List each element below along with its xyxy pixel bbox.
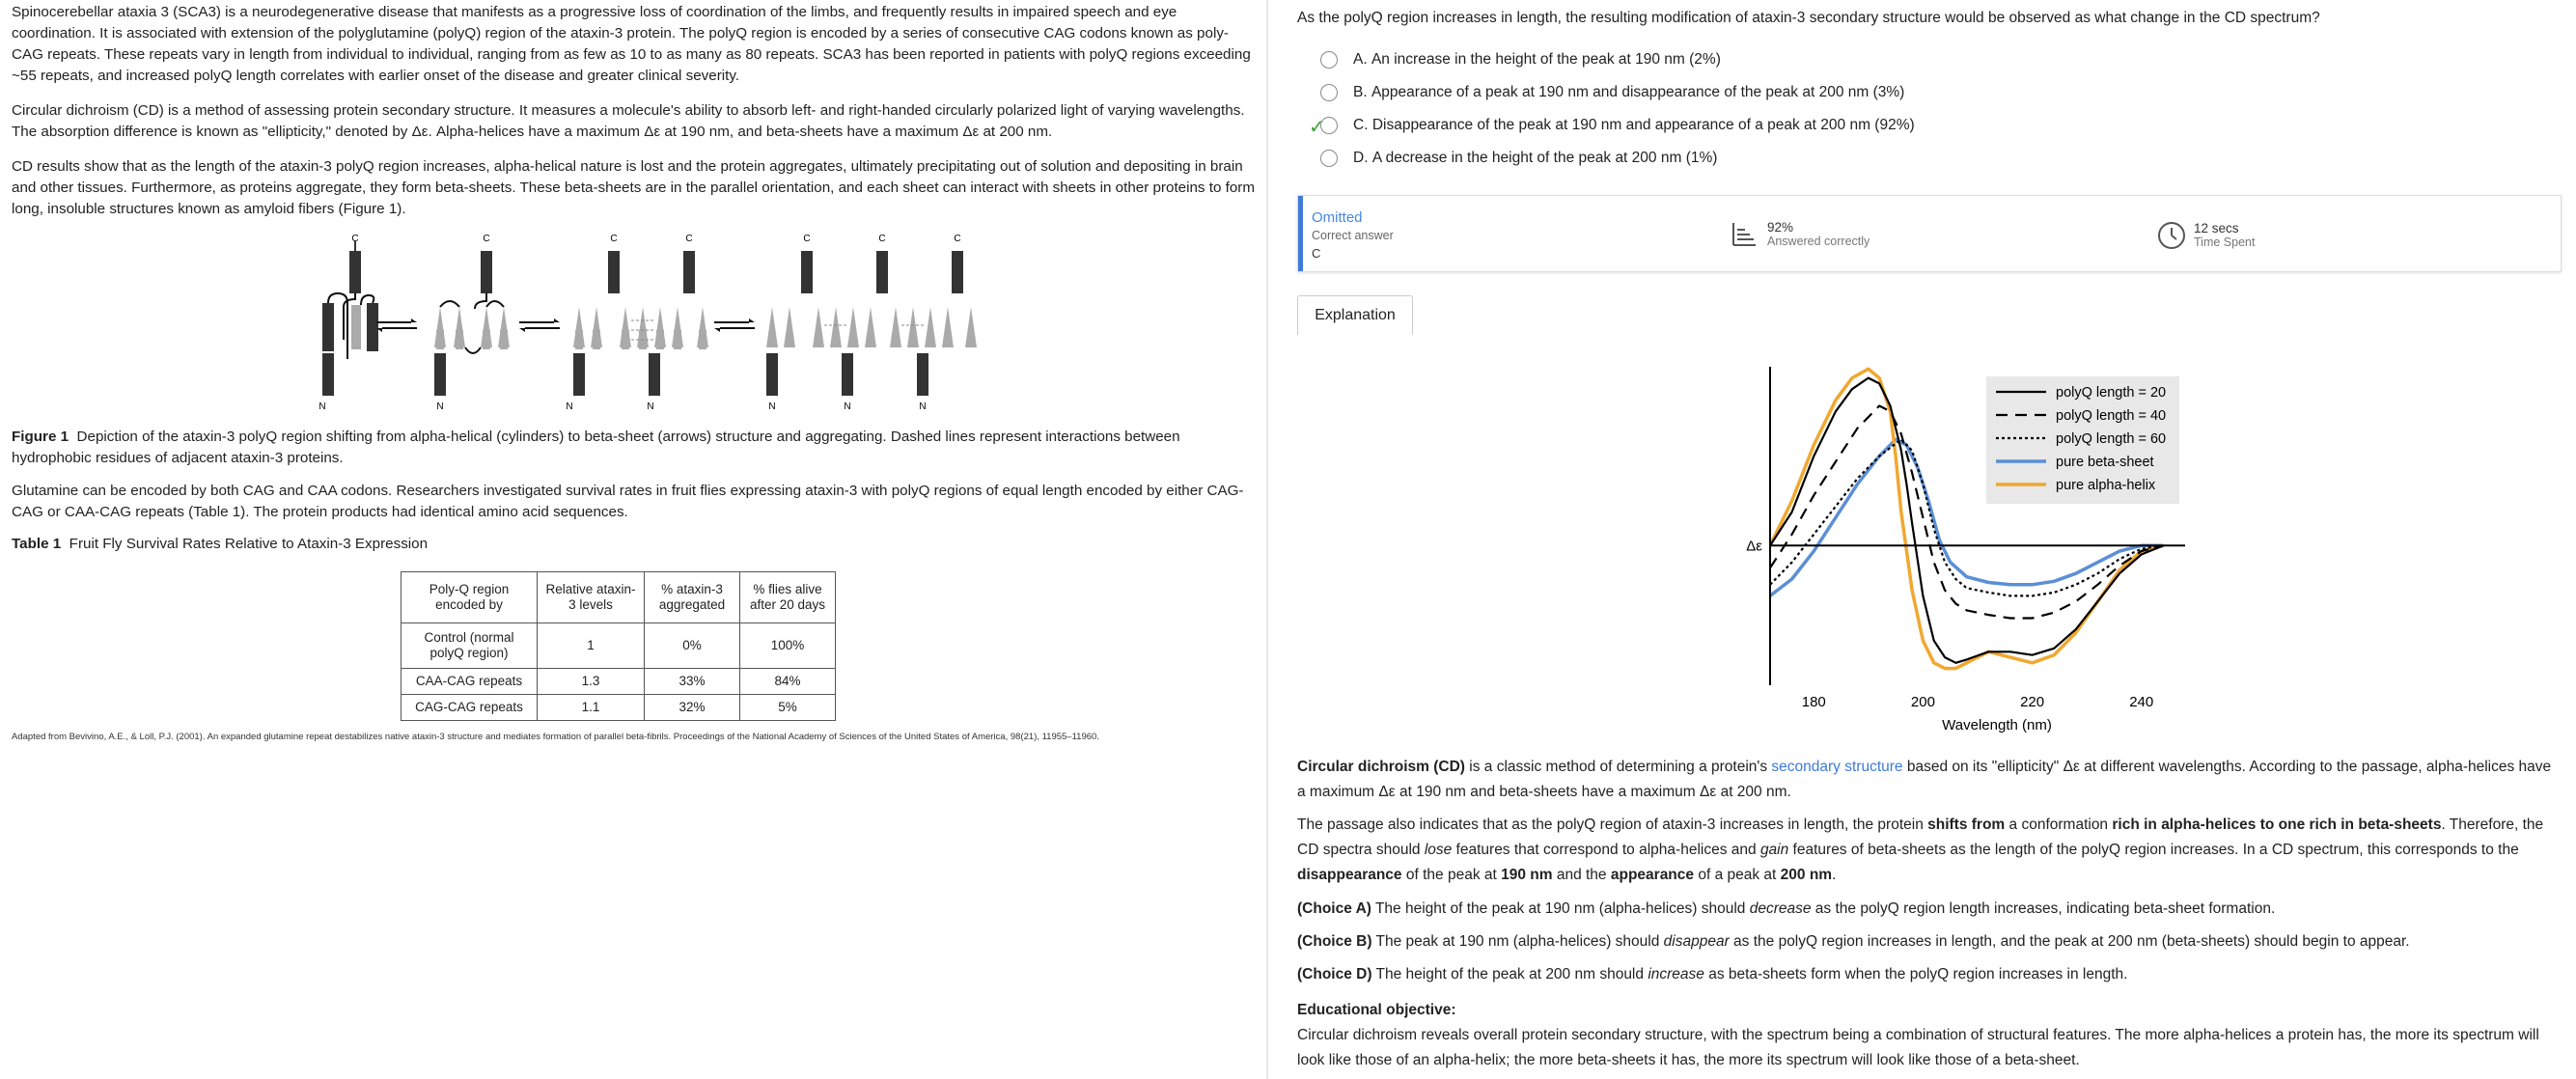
c-terminus-label: C [483, 234, 490, 244]
c-terminus-label: C [954, 234, 961, 244]
clock-icon [2157, 221, 2186, 250]
status-label: Omitted [1312, 209, 1363, 226]
table-cell: 33% [645, 669, 740, 695]
x-axis-label: Wavelength (nm) [1942, 717, 2052, 733]
explanation-choice-b: (Choice B) The peak at 190 nm (alpha-helices) should disappear as the polyQ region increases in length, and the peak at 200 nm (beta-sheets) should begin to appear. [1297, 933, 2410, 950]
choice-letter: B. [1353, 84, 1368, 100]
correct-check-icon: ✓ [1309, 117, 1325, 138]
y-axis-label: Δε [1746, 538, 1762, 555]
c-terminus-label: C [351, 234, 359, 244]
table-1 [401, 571, 836, 721]
table-row [402, 695, 836, 721]
table-header-cell: % flies alive after 20 days [740, 572, 836, 623]
educational-objective-title: Educational objective: [1297, 1002, 1456, 1018]
table-1-caption: Table 1 Fruit Fly Survival Rates Relative to Ataxin-3 Expression [12, 536, 429, 552]
n-terminus-label: N [436, 401, 444, 412]
table-header-cell: Poly-Q region encoded by [402, 572, 538, 623]
table-header-row [402, 572, 836, 623]
table-row [402, 623, 836, 669]
choice-percent: (3%) [1872, 84, 1905, 100]
n-terminus-label: N [566, 401, 573, 412]
answer-stats-card [1297, 195, 2562, 272]
x-tick-label: 240 [2129, 694, 2154, 710]
choice-percent: (1%) [1685, 150, 1718, 166]
table-cell: 0% [645, 623, 740, 669]
protein-alpha [322, 241, 378, 396]
reference-citation: Adapted from Bevivino, A.E., & Loll, P.J. (2001). An expanded glutamine repeat destabilizes native ataxin-3 structure and mediates formation of parallel beta-fibrils. Proceedings of the National Academy of Sciences of the United States of America, 98(21), 11955–11960. [12, 732, 1099, 742]
figure-1-diagram [290, 234, 984, 417]
x-tick-label: 180 [1801, 694, 1826, 710]
choice-text: An increase in the height of the peak at 190 nm [1371, 51, 1685, 68]
explanation-paragraph-1: Circular dichroism (CD) is a classic method of determining a protein's secondary structure based on its "ellipticity" Δε at different wavelengths. According to the passage, alpha-helices have a maximum Δε at 190 nm and beta-sheets have a maximum Δε at 200 nm. [1297, 759, 2552, 800]
n-terminus-label: N [319, 401, 326, 412]
table-cell: 1 [538, 623, 645, 669]
protein-dimer [573, 251, 708, 396]
choice-letter: C. [1353, 117, 1369, 133]
table-cell: 5% [740, 695, 836, 721]
choice-text: A decrease in the height of the peak at 200 nm [1371, 150, 1682, 166]
equilibrium-arrow-2 [519, 318, 560, 332]
explanation-choice-d: (Choice D) The height of the peak at 200 nm should increase as beta-sheets form when the polyQ region increases in length. [1297, 966, 2128, 982]
equilibrium-arrow-1 [376, 318, 417, 332]
tab-explanation[interactable]: Explanation [1297, 295, 1413, 335]
legend-label: polyQ length = 60 [2056, 431, 2167, 447]
passage-paragraph-2: Circular dichroism (CD) is a method of assessing protein secondary structure. It measures a molecule's ability to absorb left- and right-handed circularly polarized light of varying wavelengths. The absorption difference is known as "ellipticity," denoted by Δε. Alpha-helices have a maximum Δε at 190 nm, and beta-sheets have a maximum Δε at 200 nm. [12, 102, 1245, 140]
legend-label: pure alpha-helix [2056, 478, 2156, 493]
legend-label: polyQ length = 40 [2056, 408, 2167, 424]
equilibrium-arrow-3 [714, 318, 755, 332]
table-cell: 84% [740, 669, 836, 695]
percent-correct-stat [1731, 221, 1870, 248]
bar-chart-icon [1731, 221, 1758, 248]
correct-answer-value: C [1312, 246, 1321, 261]
table-cell: CAG-CAG repeats [402, 695, 538, 721]
table-cell: 1.1 [538, 695, 645, 721]
protein-trimer [766, 251, 977, 396]
legend-label: pure beta-sheet [2056, 455, 2154, 470]
n-terminus-label: N [919, 401, 927, 412]
passage-paragraph-4: Glutamine can be encoded by both CAG and CAA codons. Researchers investigated survival rates in fruit flies expressing ataxin-3 with polyQ regions of equal length encoded by either CAG-CAG or CAA-CAG repeats (Table 1). The protein products had identical amino acid sequences. [12, 483, 1244, 520]
choice-letter: D. [1353, 150, 1369, 166]
answer-choice-c[interactable] [1309, 114, 1915, 138]
radio-button[interactable] [1320, 150, 1338, 167]
percent-correct-value: 92% [1767, 220, 1794, 235]
question-panel [1297, 0, 2563, 1079]
answer-choice-d[interactable] [1320, 147, 1717, 170]
choice-text: Appearance of a peak at 190 nm and disappearance of the peak at 200 nm [1371, 84, 1870, 100]
choice-text: Disappearance of the peak at 190 nm and appearance of a peak at 200 nm [1371, 117, 1870, 133]
table-row [402, 669, 836, 695]
answer-choice-a[interactable] [1320, 48, 1721, 71]
n-terminus-label: N [844, 401, 851, 412]
x-tick-label: 200 [1910, 694, 1935, 710]
passage-paragraph-3: CD results show that as the length of the ataxin-3 polyQ region increases, alpha-helical nature is lost and the protein aggregates, ultimately precipitating out of solution and depositing in brain and other tissues. Furthermore, as proteins aggregate, they form beta-sheets. These beta-sheets are in the parallel orientation, and each sheet can interact with sheets in other proteins to form long, insoluble structures known as amyloid fibers (Figure 1). [12, 158, 1256, 217]
table-cell: 1.3 [538, 669, 645, 695]
cd-spectrum-chart [1703, 357, 2204, 743]
question-stem: As the polyQ region increases in length, the resulting modification of ataxin-3 secondary structure would be observed as what change in the CD spectrum? [1297, 10, 2320, 26]
table-header-cell: % ataxin-3 aggregated [645, 572, 740, 623]
time-spent-value: 12 secs [2194, 221, 2239, 235]
c-terminus-label: C [685, 234, 693, 244]
c-terminus-label: C [878, 234, 886, 244]
passage-panel [0, 0, 1266, 1079]
figure-1-caption: Figure 1 Depiction of the ataxin-3 polyQ region shifting from alpha-helical (cylinders) to beta-sheet (arrows) structure and aggregating. Dashed lines represent interactions between hydrophobic residues of adjacent ataxin-3 proteins. [12, 429, 1180, 466]
figure-1-terminal-labels [319, 234, 960, 412]
status-accent-bar [1298, 196, 1303, 271]
answer-choice-b[interactable] [1320, 81, 1904, 104]
c-terminus-label: C [803, 234, 811, 244]
x-tick-label: 220 [2020, 694, 2045, 710]
radio-button[interactable] [1320, 51, 1338, 69]
table-cell: CAA-CAG repeats [402, 669, 538, 695]
explanation-paragraph-2: The passage also indicates that as the polyQ region of ataxin-3 increases in length, the protein shifts from a conformation rich in alpha-helices to one rich in beta-sheets. Therefore, the CD spectra should lose features that correspond to alpha-helices and gain features of beta-sheets as the length of the polyQ region increases. In a CD spectrum, this corresponds to the disappearance of the peak at 190 nm and the appearance of a peak at 200 nm. [1297, 816, 2544, 883]
choice-letter: A. [1353, 51, 1368, 68]
c-terminus-label: C [610, 234, 618, 244]
secondary-structure-link[interactable]: secondary structure [1771, 759, 1903, 775]
choice-percent: (92%) [1874, 117, 1915, 133]
table-cell: 100% [740, 623, 836, 669]
legend-label: polyQ length = 20 [2056, 385, 2167, 401]
radio-button[interactable] [1320, 84, 1338, 101]
explanation-choice-a: (Choice A) The height of the peak at 190 nm (alpha-helices) should decrease as the polyQ region length increases, indicating beta-sheet formation. [1297, 900, 2276, 917]
percent-correct-label: Answered correctly [1767, 235, 1870, 248]
time-spent-label: Time Spent [2194, 235, 2256, 249]
time-spent-stat [2157, 221, 2255, 250]
table-cell: Control (normal polyQ region) [402, 623, 538, 669]
table-cell: 32% [645, 695, 740, 721]
panel-divider [1266, 0, 1268, 1079]
n-terminus-label: N [647, 401, 654, 412]
educational-objective-text: Circular dichroism reveals overall protein secondary structure, with the spectrum being a combination of structural features. The more alpha-helices a protein has, the more its spectrum will look like those of an alpha-helix; the more beta-sheets it has, the more its spectrum will look like those of a beta-sheet. [1297, 1027, 2539, 1068]
table-header-cell: Relative ataxin-3 levels [538, 572, 645, 623]
correct-answer-label: Correct answer [1312, 229, 1394, 242]
n-terminus-label: N [768, 401, 776, 412]
choice-percent: (2%) [1689, 51, 1721, 68]
protein-mixed [434, 251, 510, 396]
passage-paragraph-1: Spinocerebellar ataxia 3 (SCA3) is a neurodegenerative disease that manifests as a progressive loss of coordination of the limbs, and frequently results in impaired speech and eye coordination. It is associated with extension of the polyglutamine (polyQ) region of the ataxin-3 protein. The polyQ region is encoded by a series of consecutive CAG codons known as poly-CAG repeats. These repeats vary in length from individual to individual, ranging from as few as 10 to as many as 80 repeats. SCA3 has been reported in patients with polyQ regions exceeding ~55 repeats, and increased polyQ length correlates with earlier onset of the disease and greater clinical severity. [12, 4, 1251, 84]
